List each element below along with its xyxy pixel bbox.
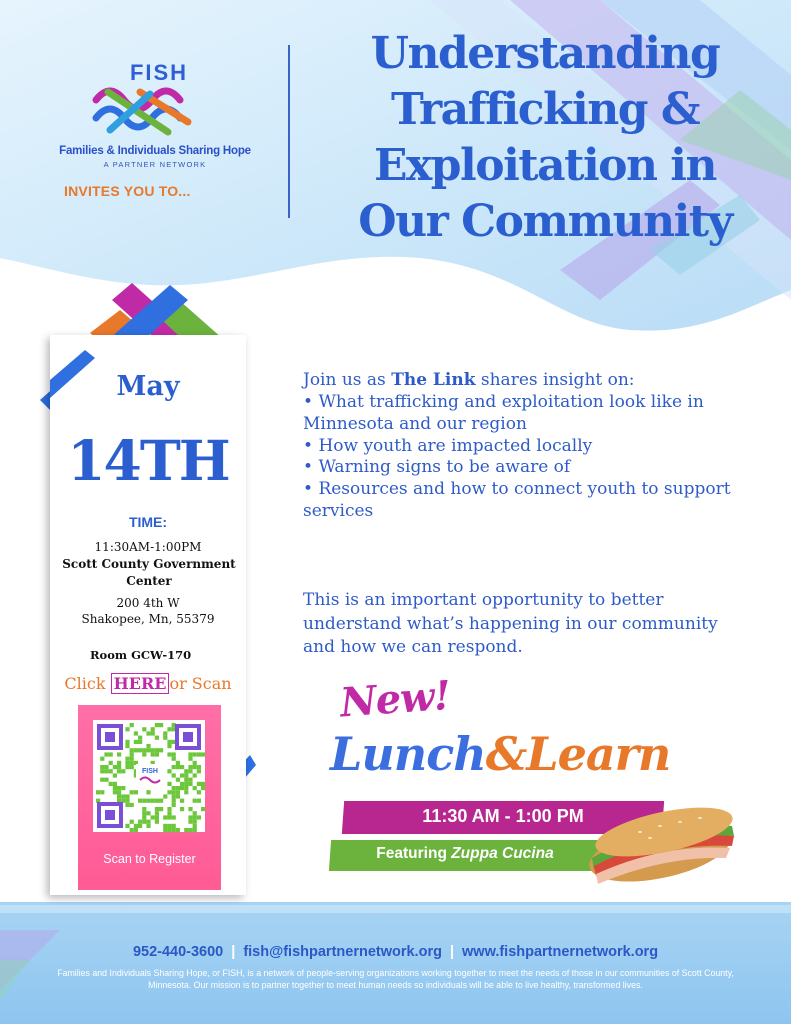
intro-org: The Link [391,370,476,390]
title-line: Understanding [370,28,720,79]
logo-subtitle: A PARTNER NETWORK [103,160,207,169]
cta-suffix: or Scan [169,674,232,693]
caterer-name: Zuppa Cucina [451,845,554,862]
time-label: TIME: [128,514,168,530]
lunch-word: Lunch [330,727,486,781]
event-time: 11:30AM-1:00PM [94,540,202,554]
separator: | [449,944,455,960]
learn-word: Learn [526,727,671,781]
closing-text: This is an important opportunity to better understand what’s happening in our community and how we can respond. [303,590,718,657]
address-line2: Shakopee, Mn, 55379 [81,612,215,626]
event-day: 14TH [67,428,229,493]
separator: | [231,944,236,960]
ampersand: & [485,727,527,781]
list-item: • Warning signs to be aware of [303,457,773,479]
lunch-time: 11:30 AM - 1:00 PM [422,806,584,826]
list-item: • What trafficking and exploitation look like in Minnesota and our region [303,392,773,436]
register-link[interactable]: HERE [111,673,170,694]
address-line1: 200 4th W [116,596,180,610]
email-link[interactable]: fish@fishpartnernetwork.org [243,944,442,960]
qr-logo-text: FISH [142,768,158,775]
event-venue: Scott County Government Center [62,557,236,588]
event-month: May [116,371,180,402]
logo-name: Families & Individuals Sharing Hope [59,145,251,157]
title-line: Exploitation in [373,140,717,191]
title-line: Trafficking & [390,84,700,135]
mission-statement: Families and Individuals Sharing Hope, or FISH, is a network of people-serving organizations working together to meet the needs of those in our communities of Scott County, Minnesota. Our mission is to partner together to meet human needs so individuals will be able to live healthy, transformed lives. [57,968,734,990]
invites-text: INVITES YOU TO... [64,183,191,199]
list-item: • How youth are impacted locally [303,436,773,458]
featuring-prefix: Featuring [376,845,452,862]
event-room: Room GCW-170 [90,648,192,662]
list-item: • Resources and how to connect youth to support services [303,479,773,523]
new-label: New! [338,671,452,727]
title-line: Our Community [358,196,732,247]
logo-wordmark: FISH [129,60,189,85]
footer-contacts [0,944,791,960]
cta-prefix: Click [64,674,111,693]
website-link[interactable]: www.fishpartnernetwork.org [462,944,659,960]
phone-link[interactable]: 952-440-3600 [132,944,224,960]
intro-prefix: Join us as [303,370,392,390]
intro-suffix: shares insight on: [475,370,635,390]
qr-caption: Scan to Register [103,852,196,866]
